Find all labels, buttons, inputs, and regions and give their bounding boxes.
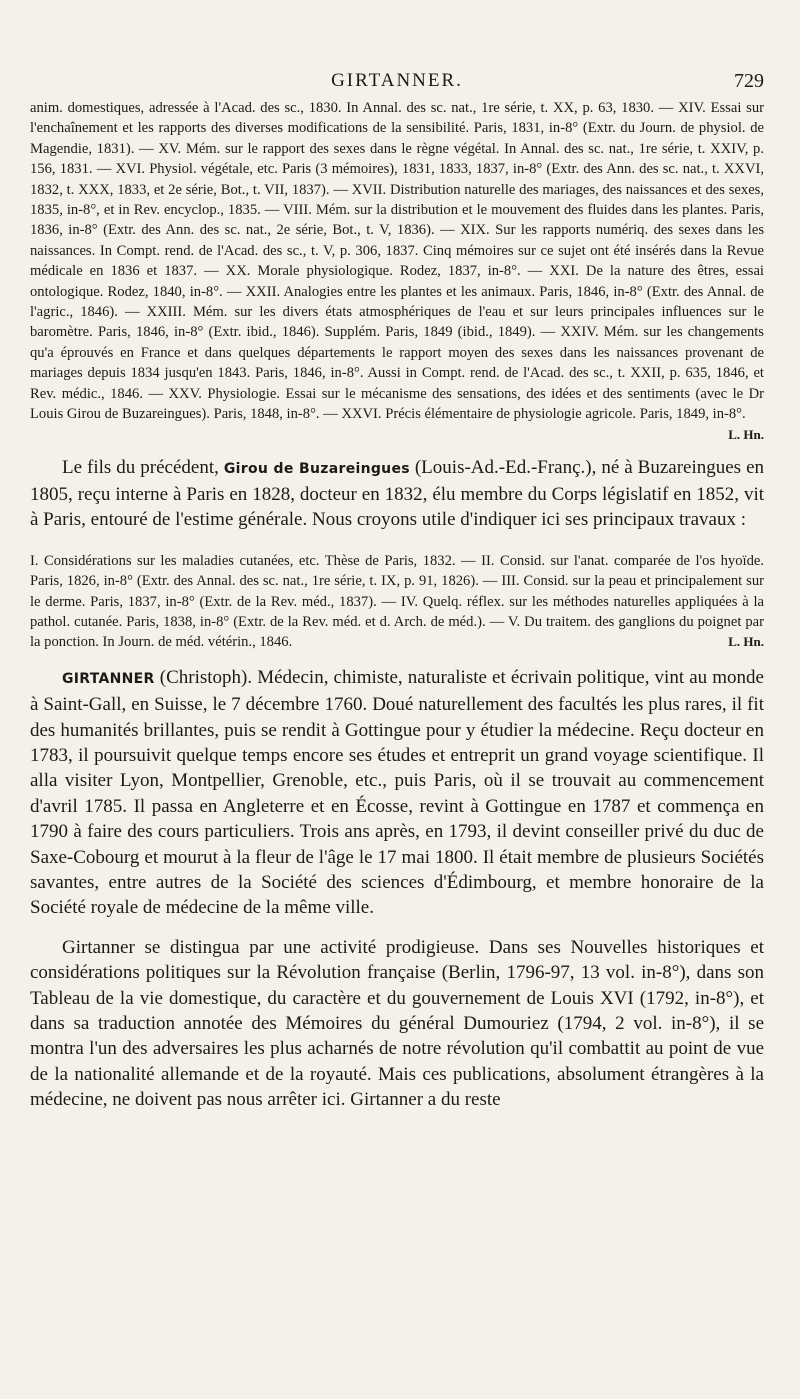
article-girou-buzareingues — [30, 455, 764, 533]
bibliography-block-1 — [30, 98, 764, 442]
page-number: 729 — [734, 70, 764, 92]
entry-name-girou: Girou de Buzareingues — [223, 460, 410, 477]
entry-name-girtanner: GIRTANNER — [62, 670, 155, 687]
article-body-girtanner: (Christoph). Médecin, chimiste, naturaliste et écrivain politique, vint au monde à Saint-Gall, en Suisse, le 7 décembre 1760. Doué naturellement des facultés les plus rares, il fit des humanités brillantes, puis se rendit à Gottingue pour y étudier la médecine. Reçu docteur en 1783, il poursuivit quelque temps encore ses études et entreprit un grand voyage scientifique. Il alla visiter Lyon, Montpellier, Grenoble, etc., puis Paris, où il se trouvait au commencement d'avril 1785. Il passa en Angleterre et en Écosse, revint à Gottingue en 1787 et commença en 1790 à faire des cours particuliers. Trois ans après, en 1793, il devint conseiller privé du duc de Saxe-Cobourg et mourut à la fleur de l'âge le 17 mai 1800. Il était membre de plusieurs Sociétés savantes, entre autres de la Société des sciences d'Édimbourg, et membre honoraire de la Société royale de médecine de la même ville. — [30, 666, 764, 919]
article-girtanner — [30, 665, 764, 921]
bibliography-block-2 — [30, 551, 764, 653]
author-signature-2: L. Hn. — [728, 634, 764, 650]
running-head — [30, 70, 764, 98]
article-intro: Le fils du précédent, — [62, 456, 224, 478]
article-body-girou: (Louis-Ad.-Ed.-Franç.), né à Buzareingues en 1805, reçu interne à Paris en 1828, docteur en 1832, élu membre du Corps législatif en 1852, vit à Paris, entouré de l'estime générale. Nous croyons utile d'indiquer ici ses principaux travaux : — [30, 456, 764, 531]
running-title: GIRTANNER. — [331, 70, 463, 91]
author-signature-1: L. Hn. — [728, 426, 764, 442]
article-girtanner-continued: Girtanner se distingua par une activité prodigieuse. Dans ses Nouvelles historiques et considérations politiques sur la Révolution française (Berlin, 1796-97, 13 vol. in-8°), dans son Tableau de la vie domestique, du caractère et du gouvernement de Louis XVI (1792, in-8°), et dans sa traduction annotée des Mémoires du général Dumouriez (1794, 2 vol. in-8°), il se montra l'un des adversaires les plus acharnés de notre révolution qu'il combattit au point de vue de la nationalité allemande et de la royauté. Mais ces publications, absolument étrangères à la médecine, ne doivent pas nous arrêter ici. Girtanner a du reste — [30, 936, 764, 1111]
bibliography-text-1: anim. domestiques, adressée à l'Acad. des sc., 1830. In Annal. des sc. nat., 1re série, t. XX, p. 63, 1830. — XIV. Essai sur l'enchaînement et les rapports des diverses modifications de la sensibilité. Paris, 1831, in-8° (Extr. du Journ. de physiol. de Magendie, 1831). — XV. Mém. sur le rapport des sexes dans le règne végétal. In Annal. des sc. nat., 1re série, t. XXIV, p. 156, 1831. — XVI. Physiol. végétale, etc. Paris (3 mémoires), 1831, 1833, 1837, in-8° (Extr. des Ann. des sc. nat., t. XXVI, 1832, t. XXX, 1833, et 2e série, Bot., t. VII, 1837). — XVII. Distribution naturelle des mariages, des naissances et des sexes, 1835, in-8°, et in Rev. encyclop., 1835. — VIII. Mém. sur la distribution et le mouvement des fluides dans les plantes. Paris, 1836, in-8° (Extr. des Ann. des sc. nat., 2e série, Bot., t. V, 1836). — XIX. Sur les rapports numériq. des sexes dans les naissances. In Compt. rend. de l'Acad. des sc., t. V, p. 306, 1837. Cinq mémoires sur ce sujet ont été insérés dans la Revue médicale en 1836 et 1837. — XX. Morale physiologique. Rodez, 1837, in-8°. — XXI. De la nature des êtres, essai ontologique. Rodez, 1840, in-8°. — XXII. Analogies entre les plantes et les animaux. Paris, 1846, in-8° (Extr. des Annal. de l'agric., 1846). — XXIII. Mém. sur les divers états atmosphériques de l'eau et sur leurs principales influences sur le baromètre. Paris, 1846, in-8° (Extr. ibid., 1846). Supplém. Paris, 1849 (ibid., 1849). — XXIV. Mém. sur les changements qu'a éprouvés en France et dans quelques départements le rapport moyen des sexes dans les naissances provenant de mariages depuis 1834 jusqu'en 1843. Paris, 1846, in-8°. Aussi in Compt. rend. de l'Acad. des sc., t. XXII, p. 635, 1846, et Rev. médic., 1846. — XXV. Physiologie. Essai sur le mécanisme des sensations, des idées et des sentiments (avec le Dr Louis Girou de Buzareingues). Paris, 1848, in-8°. — XXVI. Précis élémentaire de physiologie agricole. Paris, 1849, in-8°. — [30, 100, 764, 423]
bibliography-text-2: I. Considérations sur les maladies cutanées, etc. Thèse de Paris, 1832. — II. Consid. sur l'anat. comparée de l'os hyoïde. Paris, 1826, in-8° (Extr. des Annal. des sc. nat., 1re série, t. IX, p. 91, 1826). — III. Consid. sur la peau et principalement sur le derme. Paris, 1837, in-8° (Extr. de la Rev. méd., 1837). — IV. Quelq. réflex. sur les méthodes naturelles appliquées à la pathol. cutanée. Paris, 1838, in-8° (Extr. de la Rev. méd. et d. Arch. de méd.). — V. Du traitem. des ganglions du poignet par la ponction. In Journ. de méd. vétérin., 1846. — [30, 552, 764, 651]
